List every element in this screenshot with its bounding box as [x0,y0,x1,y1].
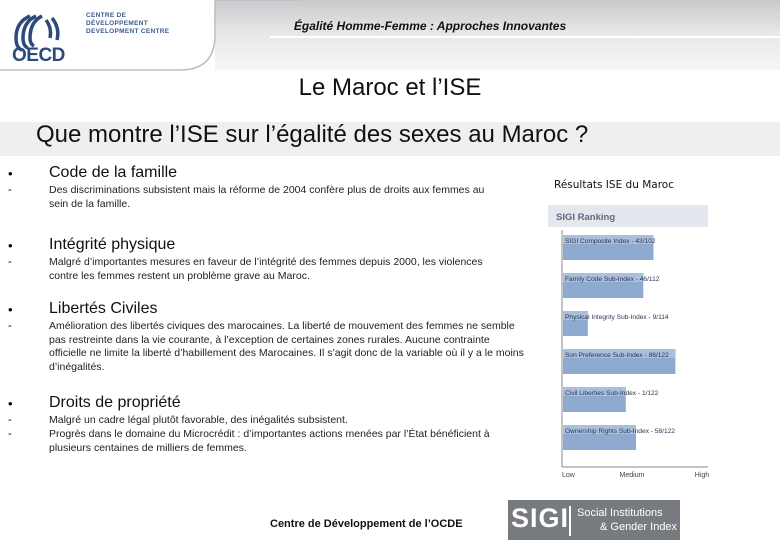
sigi-logo-divider [569,506,571,536]
section-heading: Intégrité physique [49,236,176,253]
header-title: Égalité Homme-Femme : Approches Innovantes [293,19,567,33]
dash-icon: - [8,184,12,196]
dev-centre-line1: CENTRE DE DÉVELOPPEMENT [86,12,149,27]
section-text: Progrès dans le domaine du Microcrédit : d’importantes actions menées par l’État bénéficient à plusieurs centaines de milliers de femmes. [49,428,490,454]
section-text: Malgré un cadre légal plutôt favorable, des inégalités subsistent. [49,414,348,426]
development-centre-wordmark [86,12,186,36]
chart-bar-label: Civil Liberties Sub-Index - 1/122 [565,390,659,397]
section-text: Amélioration des libertés civiques des marocaines. La liberté de mouvement des femmes ne semble pas restreinte dans la vie courante, à l’exception de certaines zones rurales. Aucune contrainte officielle ne limite la liberté d’habillement des Marocaines. Il s’agit donc de la variable où il y a le moins d’inégalités. [49,320,524,373]
section-text: Des discriminations subsistent mais la réforme de 2004 confère plus de droits aux femmes au sein de la famille. [49,184,485,210]
dash-icon: - [8,320,12,332]
sigi-logo-line2: & Gender Index [600,521,678,533]
dev-centre-line2: DEVELOPMENT CENTRE [86,28,170,35]
dash-icon: - [8,256,12,268]
bullet-icon: • [8,166,13,181]
slide-question: Que montre l’ISE sur l’égalité des sexes au Maroc ? [36,121,589,148]
section-heading: Code de la famille [49,164,178,181]
dash-icon: - [8,414,12,426]
chart-x-tick-label: Low [562,472,575,479]
slide-title: Le Maroc et l’ISE [298,74,482,101]
chart-bar-label: Ownership Rights Sub-Index - 58/122 [565,428,675,435]
chart-x-tick-label: Medium [619,472,645,479]
sigi-logo-line1: Social Institutions [577,507,663,519]
header-underline [270,36,780,38]
sigi-ranking-chart [548,205,710,480]
bullet-icon: • [8,238,13,253]
chart-bar-label: Family Code Sub-Index - 46/112 [565,276,660,283]
section-text: Malgré d’importantes mesures en faveur de l’intégrité des femmes depuis 2000, les violences contre les femmes restent un problème grave au Maroc. [49,256,483,282]
chart-bar-label: Physical Integrity Sub-Index - 9/114 [565,314,669,321]
chart-bar-label: SIGI Composite Index - 43/102 [565,238,656,245]
bullet-icon: • [8,396,13,411]
results-title: Résultats ISE du Maroc [554,179,674,191]
sigi-logo-wordmark: SIGI [511,503,570,533]
section-heading: Libertés Civiles [49,300,158,317]
chart-header-label: SIGI Ranking [556,212,616,223]
chart-bar-label: Son Preference Sub-Index - 86/122 [565,352,669,359]
oecd-wordmark: OECD [12,45,65,66]
footer-text: Centre de Développement de l’OCDE [270,518,463,530]
dash-icon: - [8,428,12,440]
chart-x-tick-label: High [694,472,710,479]
bullet-icon: • [8,302,13,317]
section-heading: Droits de propriété [49,394,181,411]
